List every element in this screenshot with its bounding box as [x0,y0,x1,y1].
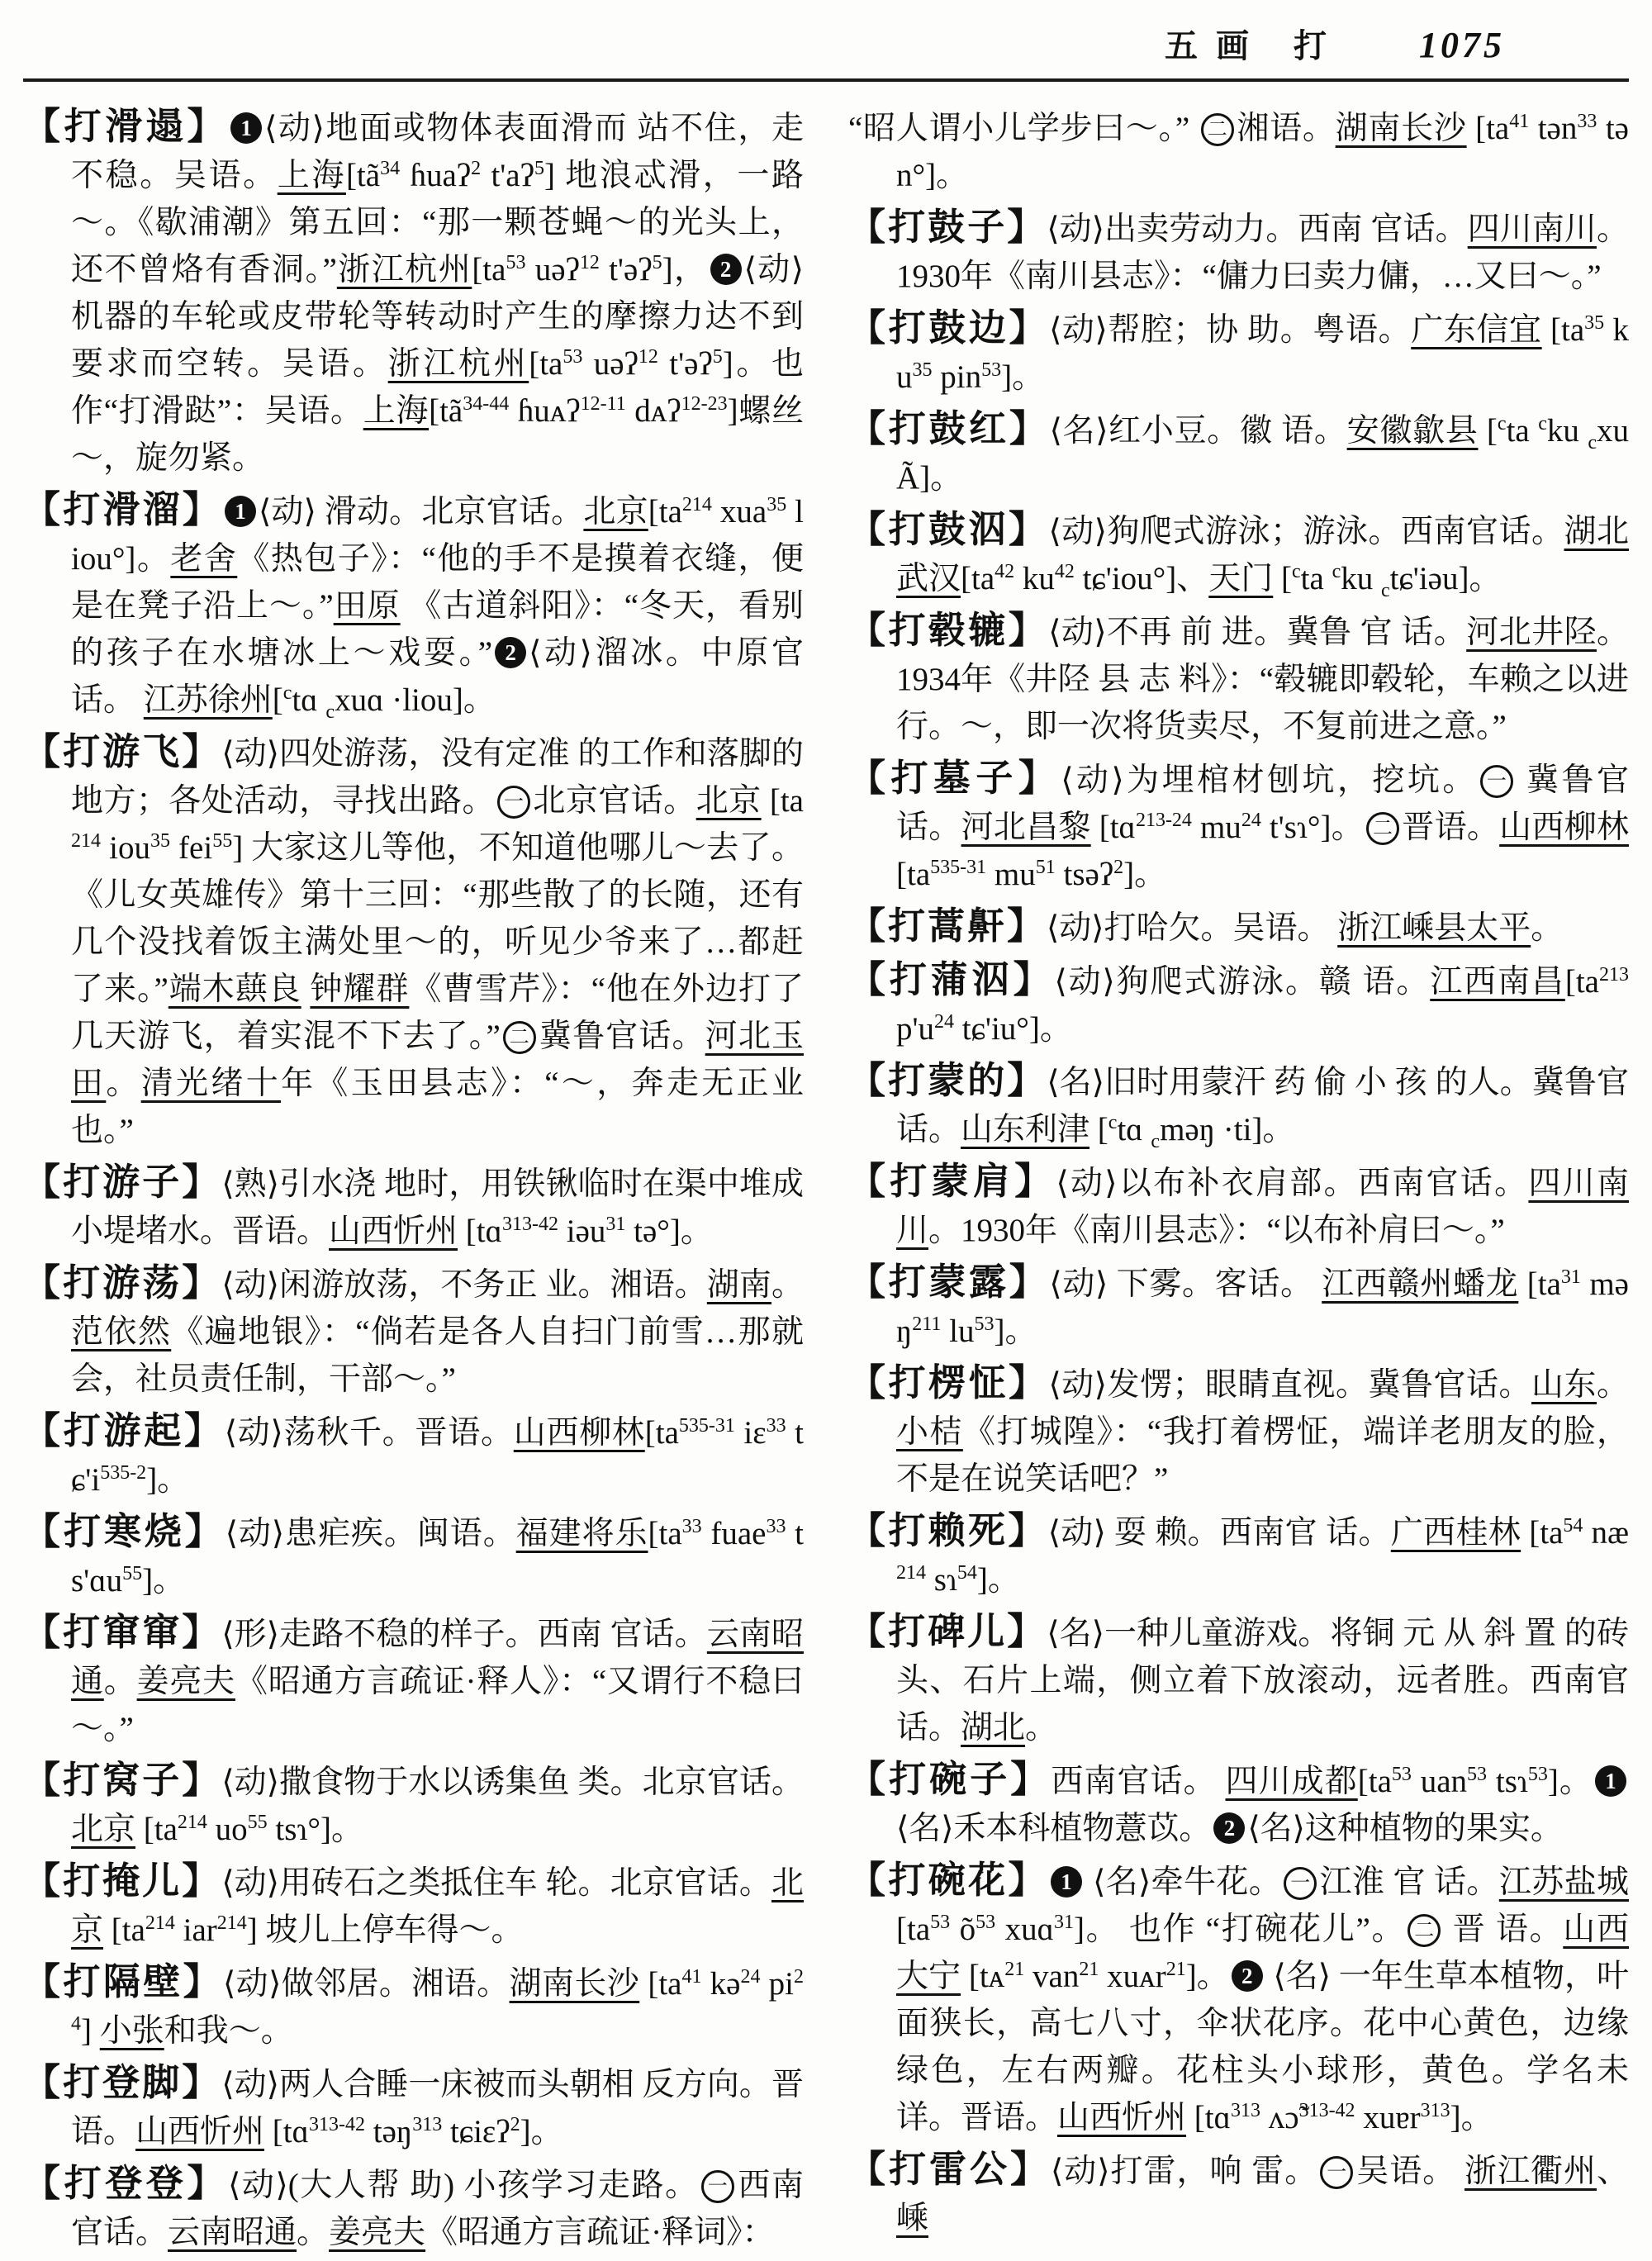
dictionary-entry [23,103,804,482]
entry-headword: 【打楞怔】 [848,1362,1049,1404]
entry-headword: 【打窝子】 [23,1760,222,1801]
entry-headword: 【打碗花】 [848,1860,1048,1901]
entry-body: ⟨动⟩两人合睡一床被而头朝相 反方向。晋语。山西忻州 [tɑ$^{313-42}$ təŋ$^{313}$ tɕiɛʔ$^2$]。 [71,2067,804,2149]
dictionary-entry [848,607,1629,750]
dictionary-entry [23,1260,804,1403]
entry-headword: 【打游起】 [23,1410,225,1451]
dictionary-entry [848,1057,1629,1153]
entry-body: ⟨动⟩以布补衣肩部。西南官话。四川南川。1930年《南川县志》：“以布补肩曰～。” [896,1166,1629,1248]
entry-body: 1 ⟨动⟩地面或物体表面滑而 站不住，走不稳。吴语。上海[$tã^{34}$ ɦuaʔ$^2$ t'aʔ$^5$] 地浪忒滑，一路～。《歇浦潮》第五回：“那一颗苍蝇～的光头上，还不曾烙有香洞。”浙江杭州[$ta^{53}$ uəʔ$^{12}$ t'əʔ$^5$]， 2 ⟨动⟩机器的车轮或皮带轮等转动时产生的摩擦力达不到要求而空转。吴语。浙江杭州[$ta^{53}$ uəʔ$^{12}$ t'əʔ$^5$]。也作“打滑跶”：吴语。上海[$tã^{34-44}$ ɦuᴀʔ$^{12-11}$ dᴀʔ$^{12-23}$]螺丝～，旋勿紧。 [71,111,805,476]
dictionary-entry [23,1508,804,1604]
entry-body: ⟨名⟩红小豆。徽 语。安徽歙县 [$^c$ta $^c$ku $_c$xuÃ]。 [896,413,1629,496]
entry-headword: 【打毂辘】 [848,610,1049,651]
dictionary-entry [23,729,804,1154]
dictionary-entry [848,957,1629,1052]
entry-body: 1 ⟨名⟩牵牛花。 一 江淮 官 话。江苏盐城[$ta^{53}$ $õ^{53}$ xuɑ$^{31}$]。 也作 “打碗花儿”。 二 晋 语。山西大宁 [tᴀ$^{21}$ van$^{21}$ xuᴀr$^{21}$]。 2 ⟨名⟩ 一年生草本植物，叶面狭长，高七八寸，伞状花序。花中心黄色，边缘绿色，左右两瓣。花柱头小球形，黄色。学名未详。晋语。山西忻州 [tɑ$^{313}$ ʌɔ̃$^{313-42}$ xuɐr$^{313}$]。 [896,1864,1629,2135]
dictionary-entry [848,755,1629,898]
entry-body: ⟨动⟩出卖劳动力。西南 官话。四川南川。1930年《南川县志》：“傭力曰卖力傭，…又曰～。” [896,211,1629,294]
dictionary-entry [848,406,1629,501]
entry-headword: 【打鼓边】 [848,307,1050,349]
entry-headword: 【打鼓子】 [848,207,1047,248]
dictionary-entry [848,903,1629,952]
dictionary-entry [848,1158,1629,1254]
dictionary-entry [23,1609,804,1752]
entry-headword: 【打鼓红】 [848,408,1050,449]
dictionary-entry [23,1408,804,1503]
entry-headword: 【打蒙的】 [848,1060,1047,1101]
section-title: 五画 打 [1165,27,1345,64]
entry-body: ⟨熟⟩引水浇 地时，用铁锹临时在渠中堆成小堤堵水。晋语。山西忻州 [tɑ$^{313-42}$ iəu$^{31}$ tə°]。 [71,1166,804,1249]
entry-headword: 【打窜窜】 [23,1612,222,1653]
entry-headword: 【打赖死】 [848,1510,1048,1551]
entry-body: ⟨动⟩狗爬式游泳。赣 语。江西南昌[$ta^{213}$ $p'u^{24}$ tɕ'iu°]。 [896,964,1629,1047]
entry-headword: 【打墓子】 [848,758,1061,799]
entry-body: ⟨动⟩四处游荡，没有定准 的工作和落脚的地方；各处活动，寻找出路。 一 北京官话。北京 [$ta^{214}$ iou$^{35}$ fei$^{55}$] 大家这儿等他，不知道他哪儿～去了。《儿女英雄传》第十三回：“那些散了的长随，还有几个没找着饭主满处里～的，听见少爷来了…都赶了来。”端木蕻良 钟耀群《曹雪芹》：“他在外边打了几天游飞，着实混不下去了。” 二 冀鲁官话。河北玉田。清光绪十年《玉田县志》：“～，奔走无正业也。” [71,736,804,1148]
entry-body: ⟨动⟩(大人帮 助) 小孩学习走路。 一 西南官话。云南昭通。姜亮夫《昭通方言疏证·释词》： [71,2168,804,2250]
dictionary-entry [23,1858,804,1954]
entry-headword: 【打游子】 [23,1161,222,1203]
entry-headword: 【打登脚】 [23,2062,222,2103]
entry-headword: 【打滑遢】 [23,106,229,147]
entry-body: 西南官话。 四川成都[$ta^{53}$ uan$^{53}$ tsɿ$^{53}$]。 1⟨名⟩禾本科植物薏苡。 2 ⟨名⟩这种植物的果实。 [896,1764,1629,1846]
dictionary-entry-continuation [848,103,1629,199]
entry-headword: 【打隔壁】 [23,1961,224,2002]
page-header [23,15,1629,82]
entry-body: ⟨动⟩为埋棺材刨坑，挖坑。 一 冀鲁官话。河北昌黎 [tɑ$^{213-24}$ $mu^{24}$ t'sɿ°]。 二 晋语。山西柳林[$ta^{535-31}$ $mu^{51}$ tsəʔ$^2$]。 [896,762,1629,892]
dictionary-entry [848,305,1629,401]
entry-headword: 【打滑溜】 [23,489,222,530]
dictionary-entry [848,1360,1629,1503]
entry-body: “昭人谓小儿学步曰～。” 二 湘语。湖南长沙 [$ta^{41}$ tən$^{33}$ tən°]。 [848,111,1629,193]
entry-headword: 【打碑儿】 [848,1611,1047,1652]
dictionary-entry [848,1259,1629,1355]
entry-body: ⟨动⟩用砖石之类抵住车 轮。北京官话。北京 [$ta^{214}$ iar$^{214}$] 坡儿上停车得～。 [71,1865,804,1948]
column-left [23,103,804,2261]
dictionary-entry [848,1857,1629,2141]
entry-body: ⟨动⟩闲游放荡，不务正 业。湘语。湖南。范依然《遍地银》：“倘若是各人自扫门前雪…那就会，社员责任制，干部～。” [71,1267,804,1397]
entry-body: ⟨动⟩ 下雾。客话。 江西赣州蟠龙 [$ta^{31}$ məŋ$^{211}$ $lu^{53}$]。 [896,1266,1629,1349]
entry-body: ⟨动⟩帮腔；协 助。粤语。广东信宜 [$ta^{35}$ $ku^{35}$ pin$^{53}$]。 [896,312,1630,395]
entry-body: ⟨形⟩走路不稳的样子。西南 官话。云南昭通。姜亮夫《昭通方言疏证·释人》：“又谓行不稳曰～。” [71,1617,804,1746]
dictionary-entry [23,1959,804,2054]
dictionary-entry [848,1608,1629,1751]
dictionary-entry [848,2146,1629,2242]
entry-body: ⟨动⟩ 耍 赖。西南官 话。广西桂林 [$ta^{54}$ $næ^{214}$ sɿ$^{54}$]。 [896,1515,1629,1598]
entry-body: ⟨动⟩患疟疾。闽语。福建将乐[$ta^{33}$ fuae$^{33}$ ts'ɑu$^{55}$]。 [71,1516,804,1598]
column-right [848,103,1629,2261]
entry-body: ⟨动⟩狗爬式游泳；游泳。西南官话。湖北武汉[$ta^{42}$ $ku^{42}$ tɕ'iou°]、天门 [$^c$ta $^c$ku $_c$tɕ'iəu]。 [896,514,1629,601]
page-number: 1075 [1419,25,1505,65]
entry-headword: 【打游飞】 [23,731,222,772]
dictionary-entry [848,204,1629,300]
entry-body: ⟨动⟩不再 前 进。冀鲁 官 话。河北井陉。1934年《井陉 县 志 料》：“毂辘即毂轮，车赖之以进行。～，即一次将货卖尽，不复前进之意。” [896,615,1629,744]
entry-headword: 【打游荡】 [23,1262,222,1304]
dictionary-entry [23,487,804,724]
entry-body: 1 ⟨动⟩ 滑动。北京官话。北京[$ta^{214}$ xua$^{35}$ liou°]。老舍《热包子》：“他的手不是摸着衣缝，便是在凳子沿上～。”田原 《古道斜阳》：“冬天，看别的孩子在水塘冰上～戏耍。” 2 ⟨动⟩溜冰。中原官话。 江苏徐州[$^c$tɑ $_c$xuɑ ·liou]。 [71,494,805,723]
dictionary-entry [848,1508,1629,1603]
entry-headword: 【打登登】 [23,2163,229,2204]
entry-headword: 【打寒烧】 [23,1511,225,1552]
entry-body: ⟨动⟩撒食物于水以诱集鱼 类。北京官话。北京 [$ta^{214}$ $uo^{55}$ tsɿ°]。 [71,1765,804,1847]
two-column-body [23,103,1629,2261]
entry-body: ⟨动⟩打雷，响 雷。 一 吴语。 浙江衢州、嵊 [896,2154,1629,2236]
entry-headword: 【打鼓泅】 [848,509,1049,550]
dictionary-entry [848,1756,1629,1852]
entry-body: ⟨动⟩做邻居。湘语。湖南长沙 [$ta^{41}$ kə$^{24}$ $pi^{24}$] 小张和我～。 [71,1966,804,2049]
entry-body: ⟨动⟩荡秋千。晋语。山西柳林[$ta^{535-31}$ iɛ$^{33}$ $tɕ'i^{535-2}$]。 [71,1415,804,1498]
entry-headword: 【打蒲泅】 [848,959,1055,1000]
entry-headword: 【打蒙露】 [848,1261,1050,1303]
entry-headword: 【打碗子】 [848,1759,1051,1800]
dictionary-entry [23,1159,804,1255]
entry-body: ⟨名⟩一种儿童游戏。将铜 元 从 斜 置 的砖头、石片上端，侧立着下放滚动，远者胜。西南官话。湖北。 [896,1616,1629,1746]
entry-headword: 【打掩儿】 [23,1860,222,1902]
entry-body: ⟨动⟩打哈欠。吴语。 浙江嵊县太平。 [1047,910,1564,946]
dictionary-entry [848,506,1629,602]
entry-headword: 【打雷公】 [848,2149,1051,2190]
dictionary-entry [23,2160,804,2256]
entry-headword: 【打蒙肩】 [848,1161,1056,1202]
dictionary-entry [23,1757,804,1853]
entry-body: ⟨名⟩旧时用蒙汗 药 偷 小 孩 的人。冀鲁官话。山东利津 [$^c$tɑ $_c$məŋ ·ti]。 [896,1065,1629,1152]
entry-headword: 【打蒿鼾】 [848,905,1047,947]
dictionary-entry [23,2059,804,2155]
entry-body: ⟨动⟩发愣；眼睛直视。冀鲁官话。山东。小桔《打城隍》：“我打着楞怔，端详老朋友的脸，不是在说笑话吧？” [896,1367,1629,1497]
